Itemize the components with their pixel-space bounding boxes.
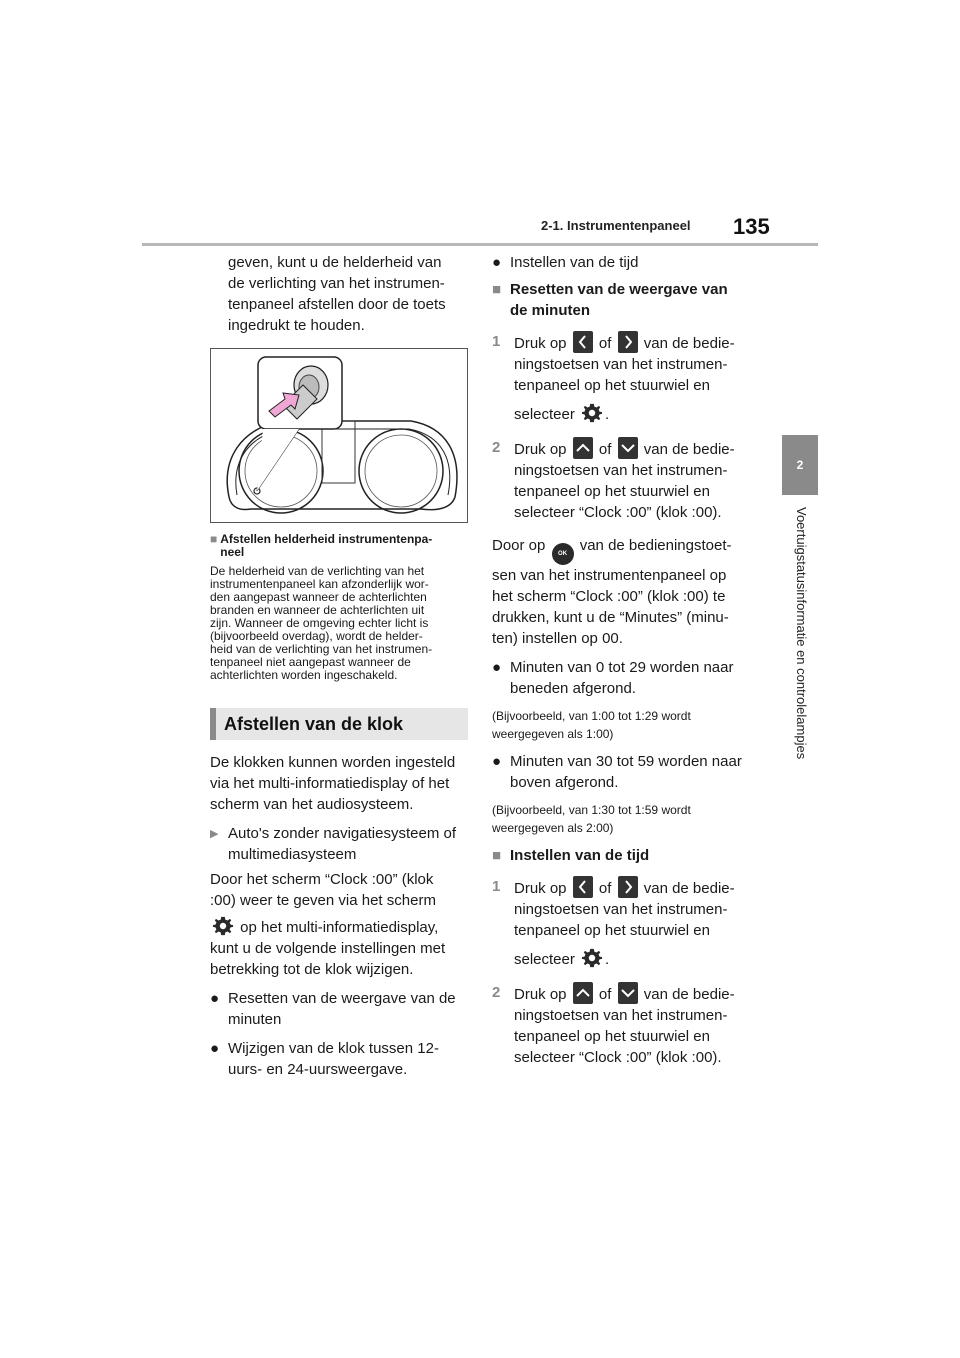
text-line: tenpaneel op het stuurwiel en [514, 922, 710, 939]
text-fragment: op het multi-informatiedisplay, [236, 919, 439, 936]
list-item [210, 988, 468, 1030]
list-item [492, 252, 762, 273]
down-arrow-button-icon [618, 982, 638, 1004]
step-item [492, 876, 762, 970]
text-line: Druk op of van de bedie- [514, 331, 735, 354]
step-number: 2 [492, 439, 501, 456]
text-line: Druk op of van de bedie- [514, 437, 735, 460]
note-heading [210, 533, 468, 559]
brightness-note [210, 533, 468, 682]
dot-bullet-icon: ● [210, 990, 220, 1007]
text-line: tenpaneel afstellen door de toets [228, 296, 446, 313]
step-item [492, 982, 762, 1068]
text-line: uurs- en 24-uursweergave. [228, 1061, 408, 1078]
text-line: (Bijvoorbeeld, van 1:00 tot 1:29 wordt [492, 709, 691, 723]
section-title: 2-1. Instrumentenpaneel [541, 218, 691, 233]
vehicle-variant-bullet [210, 823, 468, 865]
text-line: heid van de verlichting van het instrumen- [210, 642, 433, 656]
right-arrow-button-icon [618, 331, 638, 353]
down-arrow-button-icon [618, 437, 638, 459]
left-column [210, 252, 468, 1080]
text-line: De klokken kunnen worden ingesteld [210, 754, 456, 771]
text-line: het scherm “Clock :00” (klok :00) te [492, 588, 726, 605]
ok-button-icon: OK [552, 543, 574, 565]
text-line: achterlichten worden ingeschakeld. [210, 668, 398, 682]
left-arrow-button-icon [573, 876, 593, 898]
settings-gear-icon [581, 947, 603, 969]
note-heading-line: neel [220, 545, 245, 559]
text-line: Druk op of van de bedie- [514, 982, 735, 1005]
text-line: via het multi-informatiedisplay of het [210, 775, 450, 792]
example-note [492, 707, 762, 743]
text-line: selecteer . [514, 402, 735, 425]
note-heading-line: Afstellen helderheid instrumentenpa- [220, 532, 433, 546]
list-item [492, 657, 762, 699]
left-arrow-button-icon [573, 331, 593, 353]
text-line: Instellen van de tijd [510, 254, 639, 271]
text-line: ningstoetsen van het instrumen- [514, 901, 728, 918]
text-line: den aangepast wanneer de achterlichten [210, 590, 427, 604]
list-item [210, 1038, 468, 1080]
text-line: Wijzigen van de klok tussen 12- [228, 1040, 439, 1057]
text-line: Minuten van 0 tot 29 worden naar [510, 659, 734, 676]
text-line: kunt u de volgende instellingen met [210, 940, 446, 957]
up-arrow-button-icon [573, 437, 593, 459]
text-line: ningstoetsen van het instrumen- [514, 1007, 728, 1024]
square-bullet-icon: ■ [492, 281, 502, 298]
right-column [492, 252, 762, 1068]
text-line: tenpaneel op het stuurwiel en [514, 483, 710, 500]
dot-bullet-icon: ● [492, 659, 502, 676]
text-line: beneden afgerond. [510, 680, 636, 697]
settings-gear-icon [581, 402, 603, 424]
text-line: scherm van het audiosysteem. [210, 796, 414, 813]
text-line: minuten [228, 1011, 282, 1028]
text-line: selecteer “Clock :00” (klok :00). [514, 1049, 722, 1066]
text-line: selecteer . [514, 947, 735, 970]
text-line: selecteer “Clock :00” (klok :00). [514, 504, 722, 521]
step-number: 2 [492, 984, 501, 1001]
text-line: Resetten van de weergave van de [228, 990, 456, 1007]
text-line: Door op OK van de bedieningstoet- [492, 535, 762, 565]
clock-screen-paragraph [210, 869, 468, 980]
text-line: Druk op of van de bedie- [514, 876, 735, 899]
text-line: de minuten [510, 302, 591, 319]
text-line: branden en wanneer de achterlichten uit [210, 603, 425, 617]
text-line: ten) instellen op 00. [492, 630, 623, 647]
note-body [210, 565, 468, 682]
text-line: de verlichting van het instrumen- [228, 275, 445, 292]
square-bullet-icon: ■ [492, 847, 502, 864]
text-line: (bijvoorbeeld overdag), wordt de helder- [210, 629, 423, 643]
text-line: Auto's zonder navigatiesysteem of [228, 825, 456, 842]
triangle-bullet-icon: ▶ [210, 828, 219, 840]
text-line: zijn. Wanneer de omgeving echter licht is [210, 616, 429, 630]
text-line: multimediasysteem [228, 846, 357, 863]
text-line: boven afgerond. [510, 774, 619, 791]
dashboard-knob-icon [211, 349, 467, 522]
settings-gear-icon [212, 915, 234, 937]
step-number: 1 [492, 333, 501, 350]
ok-paragraph [492, 535, 762, 649]
step-item [492, 331, 762, 425]
text-line: Minuten van 30 tot 59 worden naar [510, 753, 742, 770]
text-line: weergegeven als 1:00) [492, 727, 614, 741]
clock-section-heading: Afstellen van de klok [210, 708, 468, 740]
text-line: instrumentenpaneel kan afzonderlijk wor- [210, 577, 429, 591]
text-line: tenpaneel op het stuurwiel en [514, 1028, 710, 1045]
page-number: 135 [733, 214, 770, 239]
text-line: :00) weer te geven via het scherm [210, 892, 436, 909]
text-line: ningstoetsen van het instrumen- [514, 356, 728, 373]
chapter-label: Voertuigstatusinformatie en controlelampjes [794, 507, 809, 760]
text-line: betrekking tot de klok wijzigen. [210, 961, 414, 978]
intro-paragraph [210, 252, 468, 336]
reset-minutes-heading [492, 279, 762, 321]
text-line: tenpaneel op het stuurwiel en [514, 377, 710, 394]
square-bullet-icon: ■ [210, 532, 218, 546]
dot-bullet-icon: ● [210, 1040, 220, 1057]
instrument-panel-illustration [210, 348, 468, 523]
text-line: weergegeven als 2:00) [492, 821, 614, 835]
dot-bullet-icon: ● [492, 753, 502, 770]
text-line: ingedrukt te houden. [228, 317, 365, 334]
text-line: ningstoetsen van het instrumen- [514, 462, 728, 479]
chapter-tab: 2 [782, 435, 818, 495]
set-time-heading [492, 845, 762, 866]
clock-intro-paragraph [210, 752, 468, 815]
text-line [210, 915, 468, 938]
text-line: geven, kunt u de helderheid van [228, 254, 442, 271]
text-line: tenpaneel niet aangepast wanneer de [210, 655, 411, 669]
up-arrow-button-icon [573, 982, 593, 1004]
text-line: Resetten van de weergave van [510, 281, 728, 298]
text-line: drukken, kunt u de “Minutes” (minu- [492, 609, 729, 626]
header-divider [142, 243, 818, 246]
dot-bullet-icon: ● [492, 254, 502, 271]
example-note [492, 801, 762, 837]
text-line: De helderheid van de verlichting van het [210, 564, 425, 578]
text-line: (Bijvoorbeeld, van 1:30 tot 1:59 wordt [492, 803, 691, 817]
right-arrow-button-icon [618, 876, 638, 898]
text-line: Instellen van de tijd [510, 847, 650, 864]
text-line: Door het scherm “Clock :00” (klok [210, 871, 434, 888]
text-line: sen van het instrumentenpaneel op [492, 567, 727, 584]
list-item [492, 751, 762, 793]
step-item [492, 437, 762, 523]
step-number: 1 [492, 878, 501, 895]
